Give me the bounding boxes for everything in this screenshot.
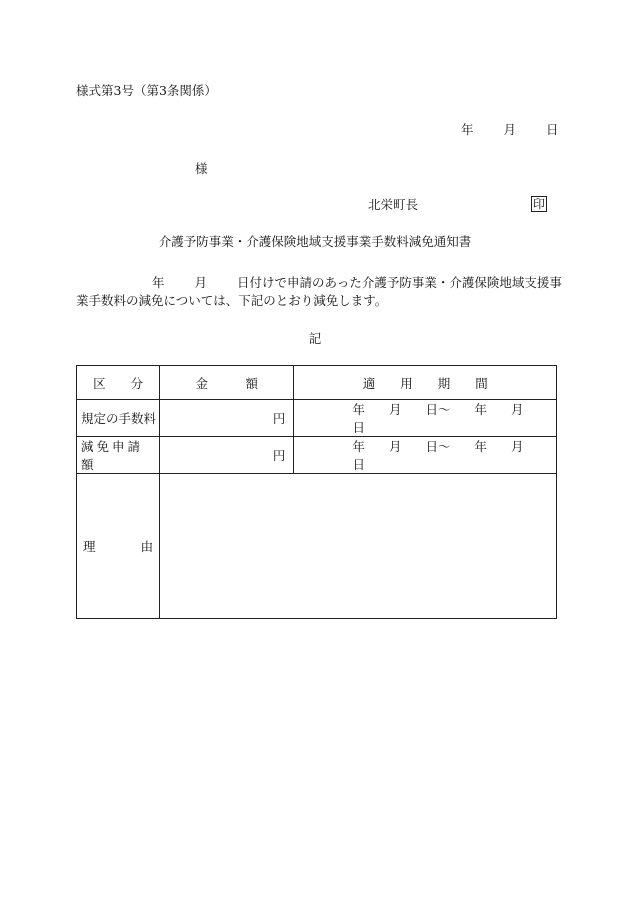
period-field[interactable] bbox=[294, 437, 557, 474]
date-month: 月 bbox=[503, 122, 516, 137]
period-start-month: 月 bbox=[388, 402, 402, 417]
body-year: 年 bbox=[152, 275, 165, 290]
table-row bbox=[77, 437, 557, 474]
reason-label bbox=[77, 474, 160, 619]
form-number: 様式第3号（第3条関係） bbox=[76, 83, 217, 98]
ki-heading: 記 bbox=[308, 331, 322, 346]
table-header-row bbox=[77, 366, 557, 400]
period-start-year: 年 bbox=[352, 439, 365, 454]
reason-label-left: 理 bbox=[83, 539, 96, 554]
row-label: 規定の手数料 bbox=[77, 400, 160, 437]
period-end-day: 日 bbox=[352, 457, 365, 472]
seal-mark: 印 bbox=[532, 197, 545, 211]
period-end-month: 月 bbox=[511, 439, 524, 454]
amount-field[interactable] bbox=[160, 400, 294, 437]
row-label: 減免申請額 bbox=[77, 437, 160, 474]
date-day: 日 bbox=[545, 122, 559, 137]
issuer-name: 北栄町長 bbox=[368, 197, 419, 212]
period-start-day: 日～ bbox=[425, 439, 451, 454]
date-year: 年 bbox=[461, 122, 474, 137]
table-row bbox=[77, 400, 557, 437]
addressee-suffix: 様 bbox=[195, 161, 208, 176]
period-start-month: 月 bbox=[388, 439, 402, 454]
reason-label-right: 由 bbox=[140, 539, 154, 554]
body-text: 日付けで申請のあった介護予防事業・介護保険地域支援事業手数料の減免については、下記のとおり減免します。 bbox=[76, 275, 562, 308]
reason-row bbox=[77, 474, 557, 619]
period-end-day: 日 bbox=[352, 420, 365, 435]
header-amount: 金 額 bbox=[160, 366, 294, 400]
amount-field[interactable] bbox=[160, 437, 294, 474]
period-end-year: 年 bbox=[474, 402, 487, 417]
period-field[interactable] bbox=[294, 400, 557, 437]
reason-field[interactable] bbox=[160, 474, 557, 619]
yen-unit: 円 bbox=[272, 411, 286, 426]
period-start-year: 年 bbox=[352, 402, 365, 417]
header-category: 区 分 bbox=[77, 366, 160, 400]
notice-body bbox=[76, 274, 566, 310]
issue-date bbox=[461, 124, 558, 137]
document-title: 介護予防事業・介護保険地域支援事業手数料減免通知書 bbox=[158, 234, 472, 249]
reduction-table bbox=[76, 365, 557, 619]
body-month: 月 bbox=[194, 275, 208, 290]
period-end-year: 年 bbox=[474, 439, 487, 454]
header-period: 適 用 期 間 bbox=[294, 366, 557, 400]
yen-unit: 円 bbox=[272, 448, 286, 463]
period-start-day: 日～ bbox=[425, 402, 451, 417]
period-end-month: 月 bbox=[511, 402, 524, 417]
